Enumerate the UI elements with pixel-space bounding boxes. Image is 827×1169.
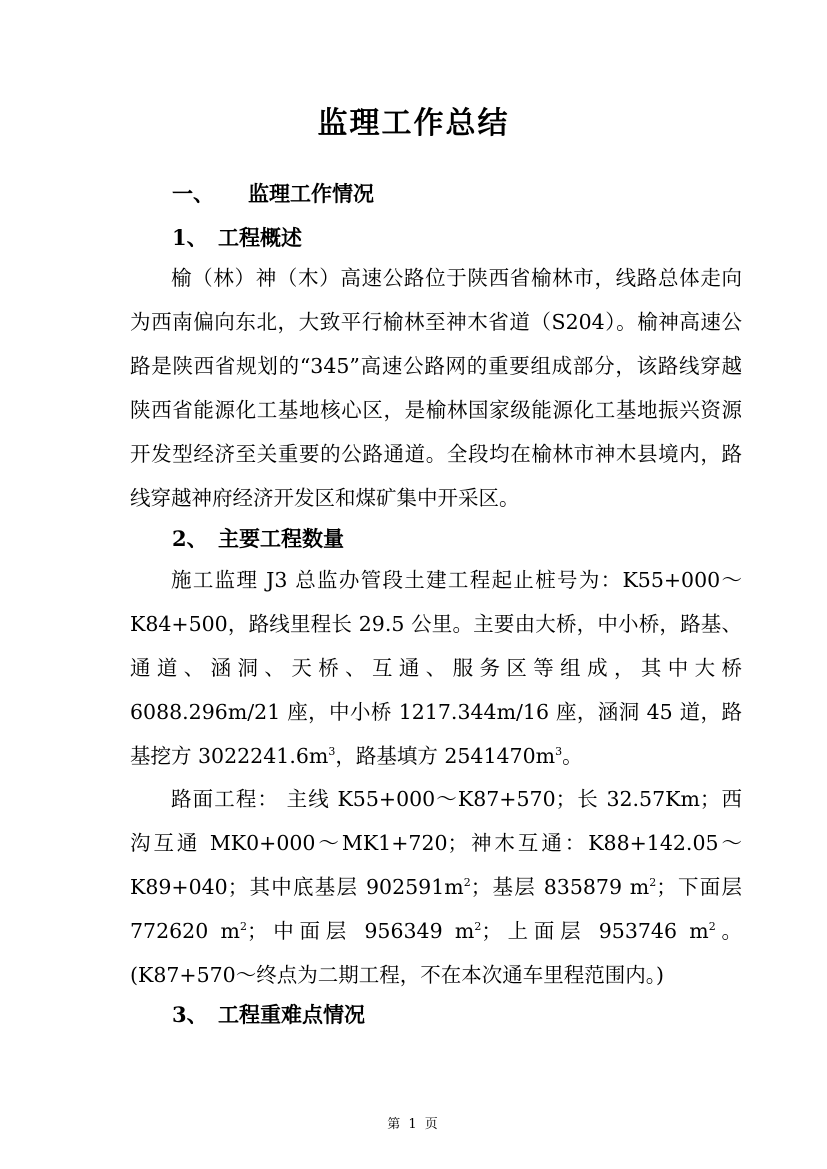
paragraph-text: 施工监理 J3 总监办管段土建工程起止桩号为：K55+000～K84+500，路线里程长 29.5 公里。主要由大桥，中小桥，路基、通道、涵洞、天桥、互通、服务区等组成，其中大桥 6088.296m/21 座，中小桥 1217.344m/16 座，涵洞 45 道，路基挖方 3022241.6m	[130, 568, 742, 768]
superscript: 2	[463, 876, 471, 890]
paragraph-quantities	[130, 558, 742, 778]
superscript: 3	[555, 745, 563, 759]
paragraph-text: ；基层 835879 m	[470, 875, 650, 899]
paragraph-text: ；中面层 956349 m	[246, 919, 475, 943]
superscript: 3	[328, 745, 336, 759]
page-title: 监理工作总结	[317, 106, 510, 141]
paragraph-text: 路面工程： 主线 K55+000～K87+570；长 32.57Km；西沟互通 MK0+000～MK1+720；神木互通：K88+142.05～K89+040；其中底基层 902591m	[130, 787, 742, 899]
subsection-heading-1	[172, 222, 302, 252]
superscript: 2	[649, 876, 657, 890]
subsection-title: 工程概述	[218, 225, 302, 250]
section-heading-1	[172, 178, 374, 208]
subsection-number: 2、	[172, 526, 208, 551]
paragraph-text: ；上面层 953746 m	[481, 919, 709, 943]
section-number: 一、	[172, 181, 214, 206]
paragraph-text: 。(K87+570～终点为二期工程，不在本次通车里程范围内。)	[130, 919, 743, 987]
subsection-title: 主要工程数量	[218, 526, 344, 551]
superscript: 2	[239, 920, 247, 934]
page-number: 第 1 页	[387, 1117, 440, 1132]
paragraph-text: ，路基填方 2541470m	[335, 744, 556, 768]
subsection-heading-2	[172, 523, 344, 553]
subsection-heading-3	[172, 999, 365, 1029]
superscript: 2	[474, 920, 482, 934]
subsection-title: 工程重难点情况	[218, 1002, 365, 1027]
subsection-number: 1、	[172, 225, 208, 250]
section-title: 监理工作情况	[248, 181, 374, 206]
paragraph-pavement	[130, 777, 742, 997]
subsection-number: 3、	[172, 1002, 208, 1027]
superscript: 2	[708, 920, 716, 934]
paragraph-text: 。	[562, 744, 583, 768]
paragraph-overview: 榆（林）神（木）高速公路位于陕西省榆林市，线路总体走向为西南偏向东北，大致平行榆林至神木省道（S204）。榆神高速公路是陕西省规划的“345”高速公路网的重要组成部分，该路线穿越陕西省能源化工基地核心区，是榆林国家级能源化工基地振兴资源开发型经济至关重要的公路通道。全段均在榆林市神木县境内，路线穿越神府经济开发区和煤矿集中开采区。	[130, 266, 742, 510]
paragraph-text: ；下面层 772620 m	[130, 875, 743, 943]
